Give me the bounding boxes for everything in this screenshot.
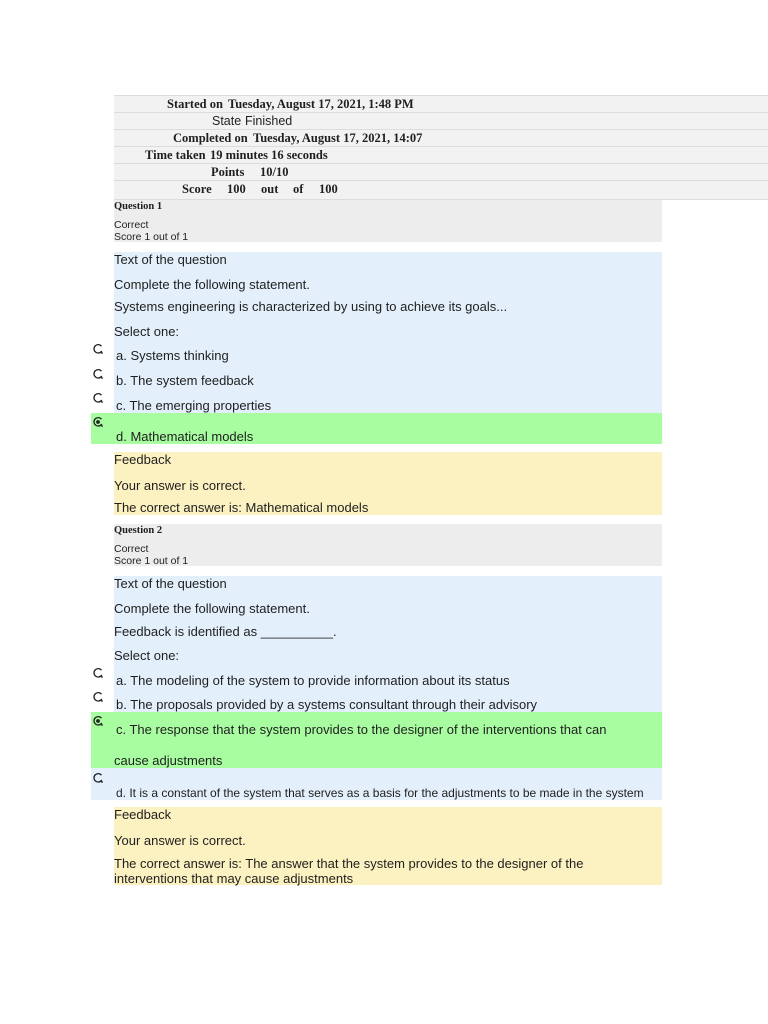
question-2-text-heading: Text of the question	[114, 576, 227, 591]
summary-row-state	[114, 112, 768, 129]
started-label: Started on	[167, 97, 223, 111]
summary-row-started	[114, 95, 768, 112]
points-label: Points	[211, 165, 245, 179]
question-1-option-a-label[interactable]: a. Systems thinking	[116, 348, 229, 363]
question-1-info	[114, 200, 662, 242]
score-of: of	[293, 182, 304, 196]
question-1-option-d[interactable]	[91, 413, 662, 444]
radio-unchecked-icon[interactable]	[92, 772, 104, 784]
question-2-score: Score 1 out of 1	[114, 555, 189, 567]
question-2-option-d-label[interactable]: d. It is a constant of the system that serves as a basis for the adjustments to be made in the system	[116, 786, 644, 800]
question-1-title: Question 1	[114, 201, 163, 212]
question-1-score: Score 1 out of 1	[114, 231, 189, 243]
question-2-title: Question 2	[114, 525, 163, 536]
question-1-correct-answer: The correct answer is: Mathematical models	[114, 500, 369, 515]
completed-label: Completed on	[173, 131, 248, 145]
radio-checked-icon[interactable]	[92, 715, 104, 727]
question-1-option-d-label[interactable]: d. Mathematical models	[116, 429, 254, 444]
score-label: Score	[182, 182, 212, 196]
question-2-option-d[interactable]	[91, 768, 662, 800]
time-label: Time taken	[145, 148, 206, 162]
question-2-info	[114, 524, 662, 566]
question-2-status: Correct	[114, 543, 149, 555]
summary-row-time	[114, 146, 768, 163]
question-2-feedback-heading: Feedback	[114, 807, 172, 822]
question-1-status: Correct	[114, 219, 149, 231]
question-1-feedback-result: Your answer is correct.	[114, 478, 246, 493]
radio-unchecked-icon[interactable]	[92, 667, 104, 679]
question-1-select-label: Select one:	[114, 324, 180, 339]
radio-unchecked-icon[interactable]	[92, 691, 104, 703]
question-2-option-c-label-line2[interactable]: cause adjustments	[114, 753, 223, 768]
radio-unchecked-icon[interactable]	[92, 392, 104, 404]
question-2-option-b-label[interactable]: b. The proposals provided by a systems consultant through their advisory	[116, 697, 538, 712]
started-value: Tuesday, August 17, 2021, 1:48 PM	[228, 97, 414, 111]
question-1-option-c-label[interactable]: c. The emerging properties	[116, 398, 272, 413]
question-1-feedback-heading: Feedback	[114, 452, 172, 467]
summary-row-score	[114, 180, 768, 200]
question-1-option-b-label[interactable]: b. The system feedback	[116, 373, 254, 388]
question-2-prompt: Complete the following statement.	[114, 601, 310, 616]
points-value: 10/10	[260, 165, 289, 179]
radio-unchecked-icon[interactable]	[92, 368, 104, 380]
question-2-option-c[interactable]	[91, 712, 662, 768]
question-1-text-heading: Text of the question	[114, 252, 227, 267]
question-2-option-a-label[interactable]: a. The modeling of the system to provide information about its status	[116, 673, 510, 688]
score-value: 100	[227, 182, 246, 196]
state-value: Finished	[245, 114, 293, 128]
question-1-statement: Systems engineering is characterized by using to achieve its goals...	[114, 299, 508, 314]
question-2-correct-answer-line1: The correct answer is: The answer that the system provides to the designer of the	[114, 856, 584, 871]
question-1-prompt: Complete the following statement.	[114, 277, 310, 292]
summary-row-completed	[114, 129, 768, 146]
question-2-statement: Feedback is identified as __________.	[114, 624, 337, 639]
question-2-option-c-label-line1[interactable]: c. The response that the system provides to the designer of the interventions that can	[116, 722, 607, 737]
question-2-text-block	[114, 576, 662, 712]
question-2-feedback-result: Your answer is correct.	[114, 833, 246, 848]
score-out: out	[261, 182, 279, 196]
question-2-select-label: Select one:	[114, 648, 180, 663]
summary-row-points	[114, 163, 768, 180]
time-value: 19 minutes 16 seconds	[210, 148, 328, 162]
radio-unchecked-icon[interactable]	[92, 343, 104, 355]
question-2-correct-answer-line2: interventions that may cause adjustments	[114, 871, 354, 886]
score-total: 100	[319, 182, 338, 196]
completed-value: Tuesday, August 17, 2021, 14:07	[253, 131, 423, 145]
radio-checked-icon[interactable]	[92, 416, 104, 428]
state-label: State	[212, 114, 242, 128]
